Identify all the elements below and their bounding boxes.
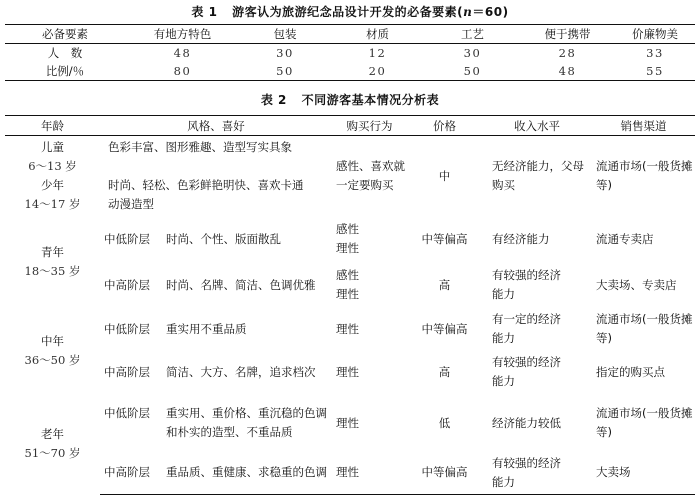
channel-cell: 指定的购买点 [596, 364, 665, 379]
preference-cell [100, 350, 332, 394]
channel-cell: 流通市场(一般货摊等) [596, 159, 693, 192]
table1-header-row [5, 25, 695, 44]
income-cell: 有较强的经济能力 [482, 452, 592, 494]
table-row [5, 216, 695, 262]
table1-cell: 80 [125, 62, 240, 81]
table1-cell: 30 [463, 46, 482, 60]
age-range: 6～13 岁 [28, 159, 77, 173]
table1-header: 包装 [240, 25, 330, 44]
age-label: 中年 [41, 334, 64, 348]
preference-cell [100, 308, 332, 350]
table1-title-open: ( [457, 5, 464, 19]
table1-cell: 50 [240, 62, 330, 81]
income-cell: 有较强的经济能力 [492, 268, 561, 301]
table1-cell: 48 [520, 62, 615, 81]
income-level: 中高阶层 [104, 465, 150, 480]
table1-cell: 20 [330, 62, 425, 81]
preference-text: 重实用、重价格、重沉稳的色调和朴实的造型、不重品质 [166, 406, 327, 439]
table2-header: 收入水平 [482, 116, 592, 136]
table-row [5, 136, 695, 217]
preference-text: 重实用不重品质 [166, 321, 247, 336]
table1-header: 工艺 [425, 25, 520, 44]
price-cell: 高 [438, 364, 451, 379]
table-row [5, 308, 695, 350]
table1-cell: 28 [558, 46, 577, 60]
table2-header-row [5, 116, 695, 136]
price-cell: 中等偏高 [421, 231, 468, 246]
price-cell: 中 [438, 168, 451, 183]
table2-number: 表 2 [260, 93, 287, 107]
table1-cell: 55 [615, 62, 695, 81]
table-row [5, 62, 695, 81]
table1-number: 表 1 [191, 5, 218, 19]
channel-cell: 大卖场 [592, 452, 695, 494]
table1-cell: 50 [425, 62, 520, 81]
preference-cell [100, 452, 332, 494]
table-row [5, 262, 695, 308]
income-cell: 无经济能力，父母购买 [492, 159, 584, 192]
behavior-cell: 感性、喜欢就一定要购买 [336, 159, 405, 192]
table-row [5, 44, 695, 63]
table1-header: 有地方特色 [125, 25, 240, 44]
table1-cell: 33 [646, 46, 664, 60]
table-row [5, 350, 695, 394]
age-cell [5, 216, 100, 308]
channel-cell: 大卖场、专卖店 [596, 277, 677, 292]
table1-cell: 12 [368, 46, 387, 60]
channel-cell: 流通专卖店 [596, 231, 654, 246]
channel-cell: 流通市场(一般货摊等) [596, 406, 693, 439]
table2 [5, 115, 695, 495]
preference-text: 时尚、个性、版面散乱 [166, 231, 281, 246]
age-label: 儿童 [41, 140, 64, 154]
table-row [5, 452, 695, 494]
income-level: 中低阶层 [104, 321, 150, 336]
table1-header: 材质 [330, 25, 425, 44]
age-label: 老年 [41, 427, 64, 441]
table1-header: 价廉物美 [615, 25, 695, 44]
table1-title: 游客认为旅游纪念品设计开发的必备要素 [232, 5, 458, 19]
age-range: 18～35 岁 [24, 264, 81, 278]
behavior-cell: 理性 [336, 415, 359, 430]
income-level: 中低阶层 [104, 231, 150, 246]
preference-text: 重品质、重健康、求稳重的色调 [166, 465, 327, 480]
age-cell [5, 136, 100, 217]
table2-header: 价格 [407, 116, 482, 136]
channel-cell: 流通市场(一般货摊等) [596, 312, 693, 345]
table1-title-n-value: ＝60) [472, 5, 509, 19]
income-cell: 有较强的经济能力 [492, 355, 561, 388]
table1-title-n: n [463, 5, 473, 19]
behavior-cell: 理性 [336, 321, 359, 336]
income-level: 中高阶层 [104, 277, 150, 292]
behavior-cell: 理性 [336, 364, 359, 379]
behavior-cell: 感性 理性 [336, 268, 359, 301]
table-row [5, 394, 695, 452]
table1-cell: 30 [276, 46, 294, 60]
age-cell [5, 308, 100, 394]
preference-cell [100, 394, 332, 452]
age-cell [5, 394, 100, 494]
table1-cell: 48 [173, 46, 192, 60]
table1-header: 必备要素 [5, 25, 125, 44]
preference-text: 简洁、大方、名牌，追求档次 [166, 364, 316, 379]
age-range: 14～17 岁 [24, 197, 81, 211]
price-cell: 低 [438, 415, 451, 430]
behavior-cell: 理性 [332, 452, 407, 494]
income-cell: 有一定的经济能力 [492, 312, 561, 345]
preference-cell: 色彩丰富、图形雅趣、造型写实具象 时尚、轻松、色彩鲜艳明快、喜欢卡通动漫造型 [108, 140, 304, 211]
preference-cell [100, 262, 332, 308]
table1-caption [0, 3, 700, 20]
income-cell: 有经济能力 [492, 231, 550, 246]
age-range: 36～50 岁 [24, 353, 81, 367]
table1-row-label: 人 数 [47, 46, 83, 60]
price-cell: 中等偏高 [407, 452, 482, 494]
table2-title: 不同游客基本情况分析表 [301, 93, 440, 107]
income-level: 中低阶层 [104, 406, 150, 420]
table2-header: 年龄 [5, 116, 100, 136]
preference-text: 时尚、名牌、简洁、色调优雅 [166, 277, 316, 292]
table1 [5, 24, 695, 81]
age-range: 51～70 岁 [24, 446, 81, 460]
table1-header: 便于携带 [520, 25, 615, 44]
age-label: 青年 [41, 245, 64, 259]
income-cell: 经济能力较低 [492, 415, 561, 430]
behavior-cell: 感性 理性 [336, 222, 359, 255]
table2-header: 购买行为 [332, 116, 407, 136]
table2-caption [0, 91, 700, 108]
table2-header: 风格、喜好 [100, 116, 332, 136]
age-label: 少年 [41, 178, 64, 192]
table2-header: 销售渠道 [592, 116, 695, 136]
price-cell: 高 [438, 277, 451, 292]
price-cell: 中等偏高 [421, 321, 468, 336]
income-level: 中高阶层 [104, 364, 150, 379]
table1-row-label: 比例/％ [5, 62, 125, 81]
preference-cell [100, 216, 332, 262]
